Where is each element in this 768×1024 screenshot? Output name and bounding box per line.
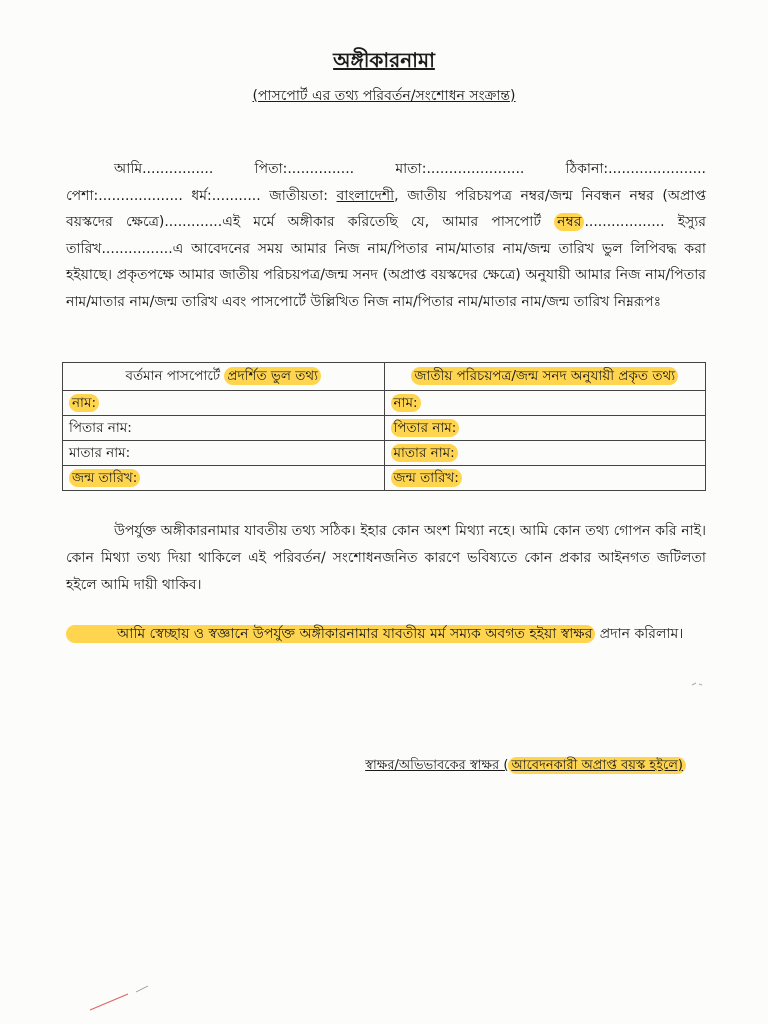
correct-birth-date-label: জন্ম তারিখ: [391,469,462,487]
table-row [63,391,706,416]
scan-speck-mark [690,680,704,688]
current-passport-header-text: বর্তমান পাসপোর্টে [125,368,225,384]
table-row [63,466,706,491]
information-table [62,362,706,491]
correct-name-label: নাম: [391,394,421,412]
correct-father-name-cell [384,416,706,441]
document-subtitle: (পাসপোর্ট এর তথ্য পরিবর্তন/সংশোধন সংক্রান্ত) [252,88,516,104]
wrong-father-name-cell [63,416,385,441]
wrong-father-name-label: পিতার নাম: [69,419,132,436]
consent-rest-text: প্রদান করিলাম। [595,626,684,642]
correct-birth-date-cell [384,466,706,491]
wrong-mother-name-cell [63,441,385,466]
intro-text-part-3: .................. ইস্যুর তারিখ................এ আবেদনের সময় আমার নিজ নাম/পিতার নাম/মাতার নাম/জন্ম তারিখ ভুল লিপিবদ্ধ করা হইয়াছে। প্রকৃতপক্ষে আমার জাতীয় পরিচয়পত্র/জন্ম সনদ (অপ্রাপ্ত বয়স্কদের ক্ষেত্রে) অনুযায়ী আমার নিজ নাম/পিতার নাম/মাতার নাম/জন্ম তারিখ এবং পাসপোর্টে উল্লিখিত নিজ নাম/পিতার নাম/মাতার নাম/জন্ম তারিখ নিম্নরূপঃ [66,214,706,310]
declaration-paragraph [66,518,706,599]
wrong-mother-name-label: মাতার নাম: [69,444,131,461]
document-title: অঙ্গীকারনামা [333,48,435,72]
correct-info-header-text: জাতীয় পরিচয়পত্র/জন্ম সনদ অনুযায়ী প্রকৃত তথ্য [411,367,678,385]
table-row [63,416,706,441]
nationality-value: বাংলাদেশী [336,187,395,204]
consent-highlight-text: আমি স্বেচ্ছায় ও স্বজ্ঞানে উপর্যুক্ত অঙ্গীকারনামার যাবতীয় মর্ম সম্যক অবগত হইয়া স্বাক্ষর [117,626,593,642]
intro-paragraph [66,156,706,315]
wrong-birth-date-cell [63,466,385,491]
wrong-birth-date-label: জন্ম তারিখ: [69,469,140,487]
intro-text-part-2: , জাতীয় পরিচয়পত্র নম্বর/জন্ম নিবন্ধন নম্বর (অপ্রাপ্ত বয়স্কদের ক্ষেত্রে).............এই মর্মে অঙ্গীকার করিতেছি যে, আমার পাসপোর্ট [66,187,706,230]
wrong-name-cell [63,391,385,416]
table-header-row [63,363,706,391]
correct-father-name-label: পিতার নাম: [391,419,460,437]
consent-paragraph [66,620,706,649]
table-row [63,441,706,466]
signature-label: স্বাক্ষর/অভিভাবকের স্বাক্ষর ( [365,758,509,773]
current-passport-header [63,363,385,391]
correct-mother-name-cell [384,441,706,466]
intro-text-part-1: আমি................ পিতা:............... মাতা:...................... ঠিকানা:...................... পেশা:................... ধর্ম:........... জাতীয়তা: [66,161,706,204]
consent-highlight [66,625,595,643]
signature-note-highlight: আবেদনকারী অপ্রাপ্ত বয়স্ক হইলে) [508,757,686,774]
pen-stroke-mark [86,980,166,1016]
correct-name-cell [384,391,706,416]
passport-number-label: নম্বর [554,213,584,231]
signature-line [365,756,686,777]
correct-info-header [384,363,706,391]
wrong-name-label: নাম: [69,394,99,412]
declaration-text: উপর্যুক্ত অঙ্গীকারনামার যাবতীয় তথ্য সঠিক। ইহার কোন অংশ মিথ্যা নহে। আমি কোন তথ্য গোপন করি নাই। কোন মিথ্যা তথ্য দিয়া থাকিলে এই পরিবর্তন/ সংশোধনজনিত কারণে ভবিষ্যতে কোন প্রকার আইনগত জটিলতা হইলে আমি দায়ী থাকিব। [66,523,706,593]
correct-mother-name-label: মাতার নাম: [391,444,458,462]
wrong-info-header-highlight: প্রদর্শিত ভুল তথ্য [224,367,321,385]
